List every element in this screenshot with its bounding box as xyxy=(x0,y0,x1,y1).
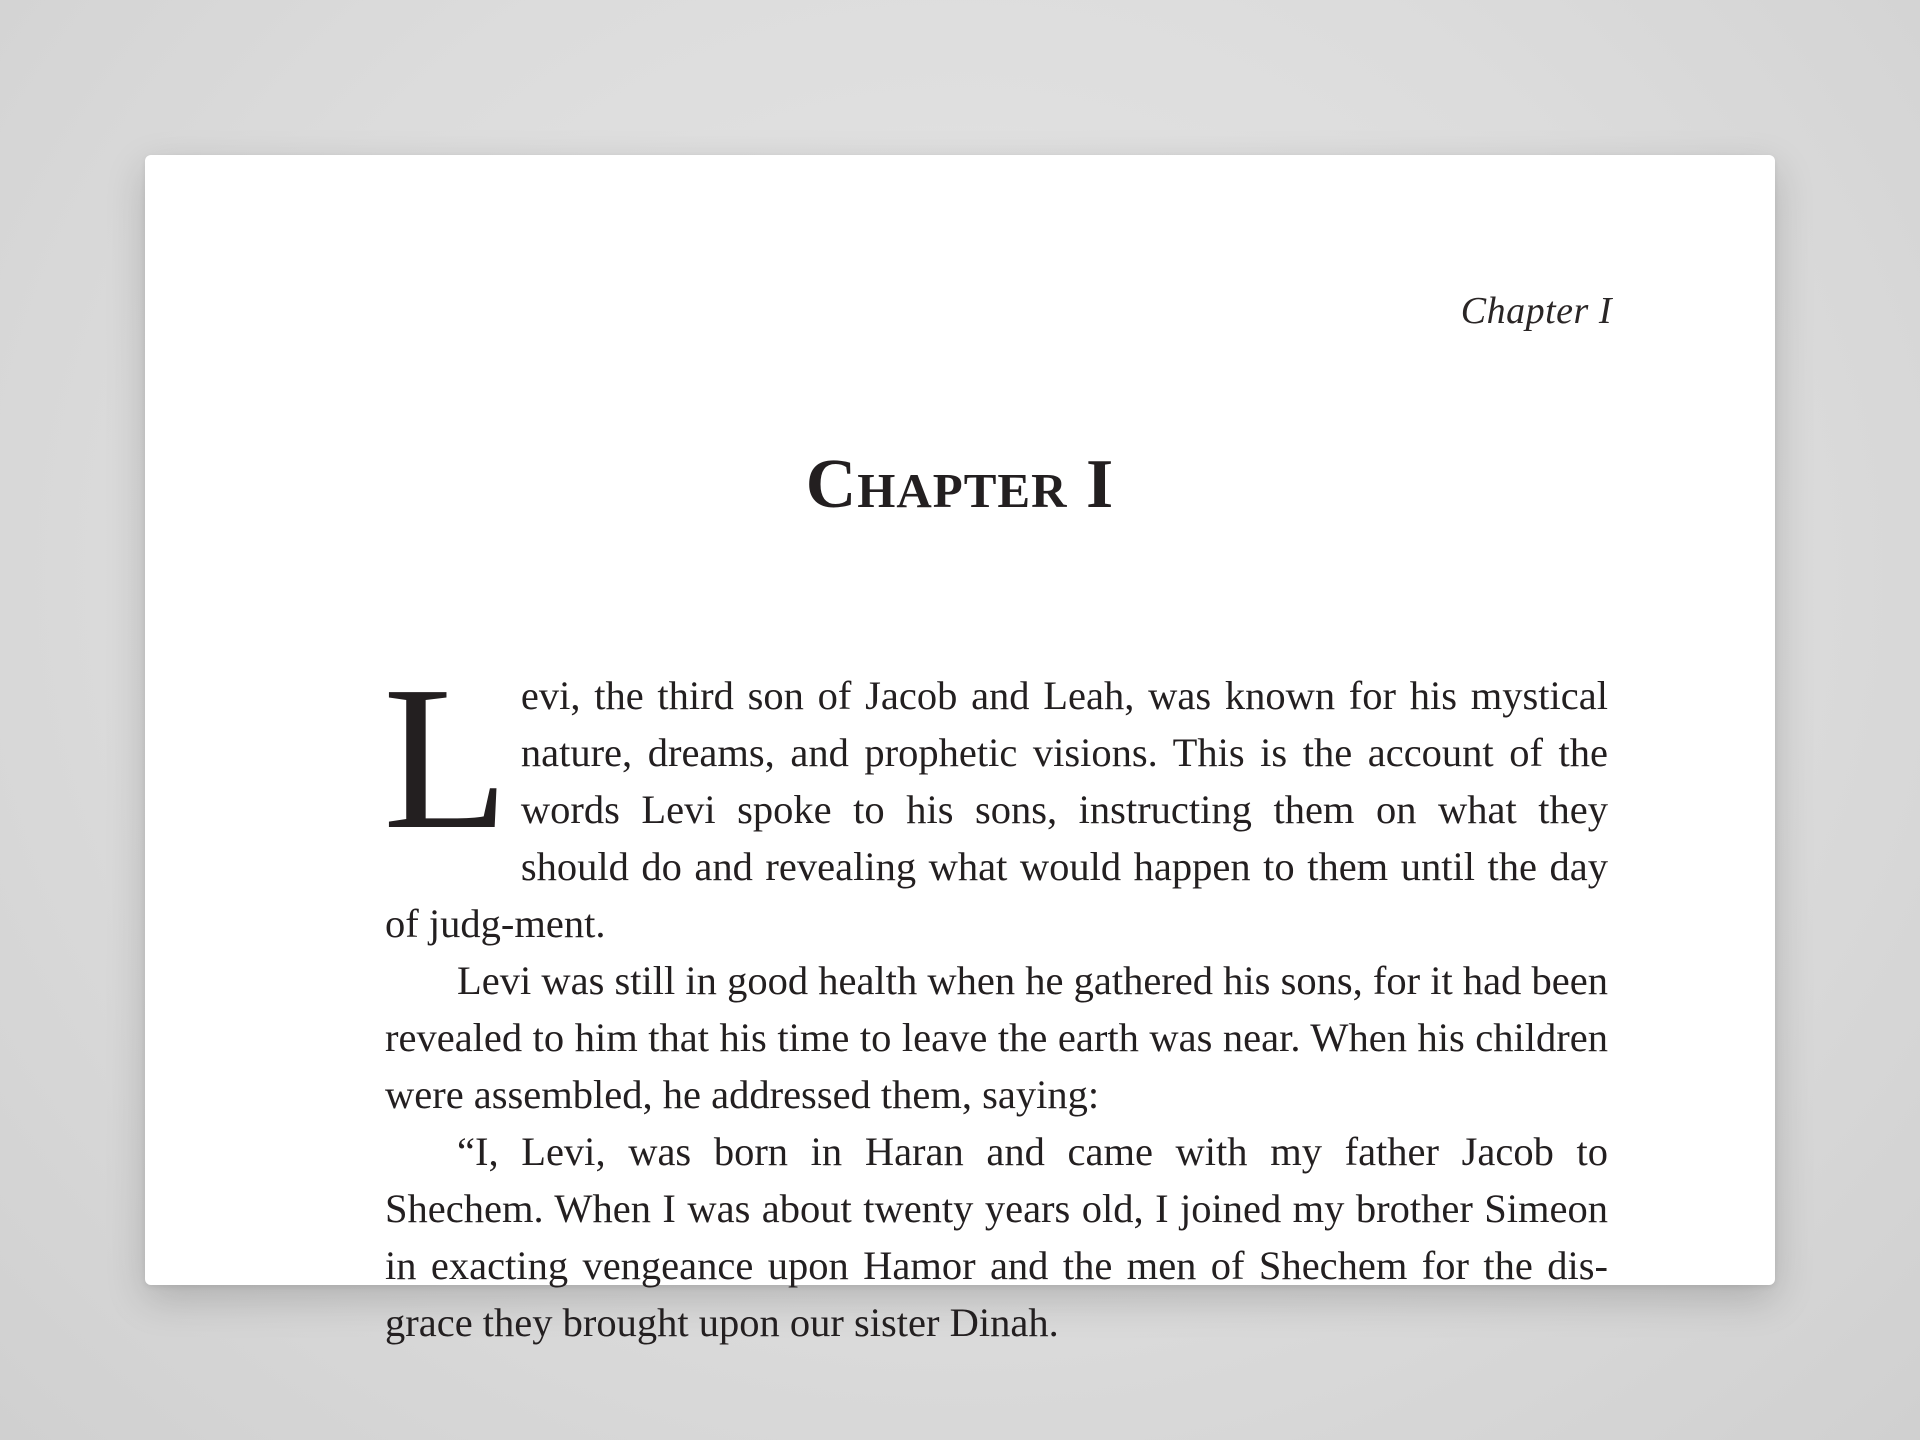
drop-cap: L xyxy=(383,643,509,872)
running-head: Chapter I xyxy=(1460,290,1612,332)
book-page xyxy=(145,155,1775,1345)
paragraph-2: Levi was still in good health when he gathered his sons, for it had been revealed to him that his time to leave the earth was near. When his children were assembled, he addressed them, saying: xyxy=(385,958,1608,1117)
chapter-body xyxy=(383,643,1608,1351)
paragraph-1-text: evi, the third son of Jacob and Leah, was known for his mystical nature, dreams, and prophetic visions. This is the account of the words Levi spoke to his sons, instructing them on what they should do and revealing what would happen to them until the day of judg-ment. xyxy=(385,673,1608,946)
paragraph-3: “I, Levi, was born in Haran and came with my father Jacob to Shechem. When I was about twenty years old, I joined my brother Simeon in exacting vengeance upon Hamor and the men of Shechem for the dis-grace they brought upon our sister Dinah. xyxy=(385,1129,1608,1345)
chapter-title: Chapter I xyxy=(805,446,1115,523)
paragraph-1 xyxy=(383,643,1608,952)
